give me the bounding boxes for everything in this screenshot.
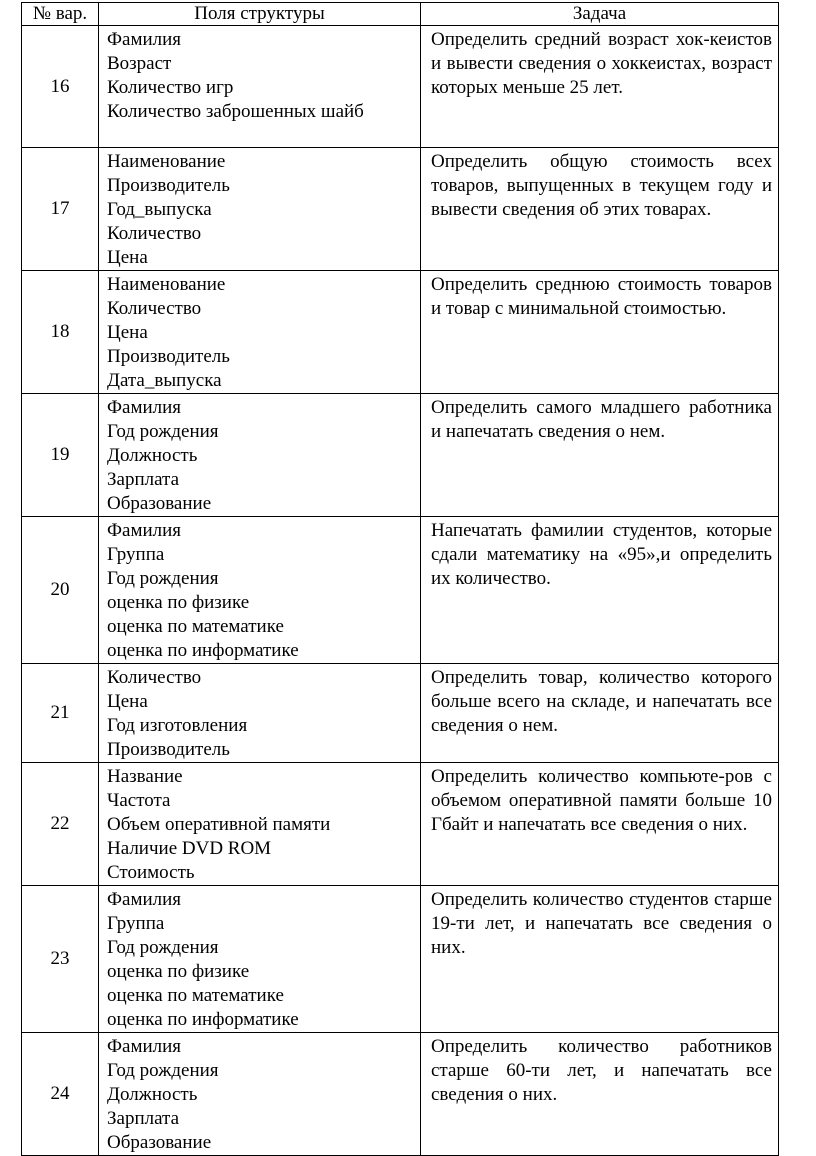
structure-field: оценка по физике	[107, 961, 250, 982]
variant-number: 23	[22, 886, 99, 1033]
structure-field: оценка по информатике	[107, 1009, 299, 1030]
structure-field: Цена	[107, 691, 148, 712]
structure-field: Фамилия	[107, 520, 182, 541]
task-text: Определить самого младшего работника и напечатать сведения о нем.	[431, 397, 772, 442]
task-text: Определить средний возраст хок-кеистов и вывести сведения о хоккеистах, возраст которых меньше 25 лет.	[431, 29, 772, 98]
task-cell	[421, 148, 779, 271]
structure-field: Должность	[107, 445, 198, 466]
structure-field: Год изготовления	[107, 715, 248, 736]
structure-field: Наличие DVD ROM	[107, 838, 272, 859]
task-cell	[421, 394, 779, 517]
structure-field: Стоимость	[107, 862, 195, 883]
structure-field: Фамилия	[107, 889, 182, 910]
structure-field: Группа	[107, 544, 165, 565]
structure-field: Объем оперативной памяти	[107, 814, 331, 835]
structure-field: оценка по физике	[107, 592, 250, 613]
structure-field: оценка по математике	[107, 616, 284, 637]
structure-field: Зарплата	[107, 469, 180, 490]
table-row	[22, 148, 779, 271]
structure-field: Дата_выпуска	[107, 370, 222, 391]
task-text: Напечатать фамилии студентов, которые сдали математику на «95»,и определить их количество.	[431, 520, 772, 589]
structure-field: Наименование	[107, 274, 226, 295]
structure-field: Количество игр	[107, 77, 234, 98]
structure-field: Зарплата	[107, 1108, 180, 1129]
variant-number: 16	[22, 26, 99, 148]
task-cell	[421, 271, 779, 394]
variant-number: 24	[22, 1033, 99, 1156]
table-row	[22, 517, 779, 664]
structure-fields-cell	[99, 763, 421, 886]
task-cell	[421, 517, 779, 664]
header-task: Задача	[421, 3, 779, 26]
structure-fields-cell	[99, 148, 421, 271]
structure-field: Цена	[107, 247, 148, 268]
table-body	[22, 26, 779, 1156]
structure-field: Фамилия	[107, 29, 182, 50]
structure-field: Должность	[107, 1084, 198, 1105]
task-text: Определить товар, количество которого больше всего на складе, и напечатать все сведения о нем.	[431, 667, 772, 736]
variant-number: 17	[22, 148, 99, 271]
variant-number: 20	[22, 517, 99, 664]
header-variant-number: № вар.	[22, 3, 99, 26]
variants-table	[21, 2, 779, 1156]
table-row	[22, 664, 779, 763]
task-cell	[421, 26, 779, 148]
structure-fields-cell	[99, 517, 421, 664]
structure-field: Фамилия	[107, 1036, 182, 1057]
header-structure-fields: Поля структуры	[99, 3, 421, 26]
task-text: Определить общую стоимость всех товаров, выпущенных в текущем году и вывести сведения об этих товарах.	[431, 151, 772, 220]
structure-field: Возраст	[107, 53, 172, 74]
task-text: Определить количество компьюте-ров с объемом оперативной памяти больше 10 Гбайт и напечатать все сведения о них.	[431, 766, 772, 835]
structure-field: Количество	[107, 298, 202, 319]
structure-field: Год рождения	[107, 568, 219, 589]
structure-field: оценка по математике	[107, 985, 284, 1006]
structure-field: Производитель	[107, 346, 230, 367]
structure-field: Количество	[107, 223, 202, 244]
table-row	[22, 26, 779, 148]
structure-field: Количество заброшенных шайб	[107, 101, 364, 122]
task-cell	[421, 1033, 779, 1156]
structure-field: Наименование	[107, 151, 226, 172]
structure-field: Группа	[107, 913, 165, 934]
variant-number: 21	[22, 664, 99, 763]
structure-fields-cell	[99, 271, 421, 394]
structure-field: Фамилия	[107, 397, 182, 418]
task-cell	[421, 664, 779, 763]
structure-field: Цена	[107, 322, 148, 343]
table-header-row	[22, 3, 779, 26]
task-text: Определить среднюю стоимость товаров и товар с минимальной стоимостью.	[431, 274, 772, 319]
structure-fields-cell	[99, 664, 421, 763]
table-row	[22, 886, 779, 1033]
structure-fields-cell	[99, 886, 421, 1033]
structure-field: Образование	[107, 493, 212, 514]
structure-field: Количество	[107, 667, 202, 688]
structure-field: оценка по информатике	[107, 640, 299, 661]
structure-field: Год рождения	[107, 937, 219, 958]
structure-field: Год рождения	[107, 1060, 219, 1081]
structure-fields-cell	[99, 394, 421, 517]
structure-field: Год_выпуска	[107, 199, 212, 220]
structure-field: Образование	[107, 1132, 212, 1153]
structure-fields-cell	[99, 26, 421, 148]
task-text: Определить количество работников старше 60-ти лет, и напечатать все сведения о них.	[431, 1036, 772, 1105]
variant-number: 22	[22, 763, 99, 886]
structure-field: Производитель	[107, 175, 230, 196]
task-cell	[421, 886, 779, 1033]
table-row	[22, 1033, 779, 1156]
variants-document	[21, 2, 778, 1156]
task-text: Определить количество студентов старше 19-ти лет, и напечатать все сведения о них.	[431, 889, 772, 958]
structure-field: Название	[107, 766, 183, 787]
task-cell	[421, 763, 779, 886]
structure-fields-cell	[99, 1033, 421, 1156]
table-row	[22, 271, 779, 394]
table-row	[22, 763, 779, 886]
structure-field: Год рождения	[107, 421, 219, 442]
variant-number: 19	[22, 394, 99, 517]
table-row	[22, 394, 779, 517]
structure-field: Производитель	[107, 739, 230, 760]
structure-field: Частота	[107, 790, 171, 811]
variant-number: 18	[22, 271, 99, 394]
